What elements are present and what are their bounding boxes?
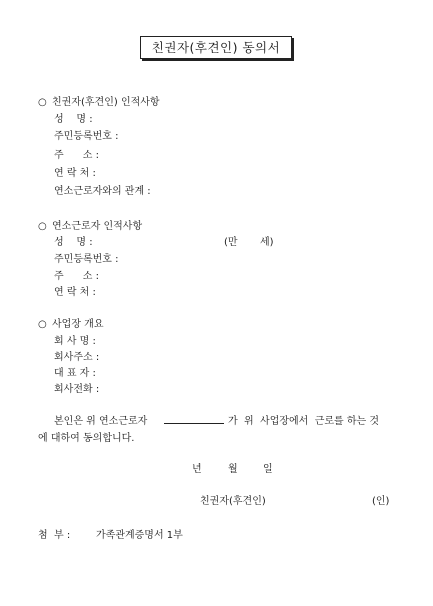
section-minor-heading: 연소근로자 인적사항 (52, 221, 143, 232)
section-minor-info (38, 221, 142, 233)
minor-contact-field: 연 락 처 : (54, 287, 96, 298)
company-address-field: 회사주소 : (54, 352, 100, 363)
guardian-name-field: 성 명 : (54, 114, 93, 125)
minor-age-open: (만 (224, 237, 238, 248)
date-day: 일 (263, 464, 273, 475)
guardian-contact-field: 연 락 처 : (54, 168, 96, 179)
document-title: 친권자(후견인) 동의서 (140, 36, 292, 59)
guardian-address-field: 주 소 : (54, 150, 99, 161)
section-guardian-heading: 친권자(후견인) 인적사항 (52, 97, 160, 108)
guardian-rrn-field: 주민등록번호 : (54, 131, 119, 142)
minor-name-field: 성 명 : (54, 237, 93, 248)
minor-address-field: 주 소 : (54, 271, 99, 282)
circle-bullet-icon: ○ (38, 97, 47, 108)
attachment-label: 첨 부 : (38, 530, 71, 541)
company-ceo-field: 대 표 자 : (54, 368, 96, 379)
section-workplace-info (38, 319, 103, 331)
company-phone-field: 회사전화 : (54, 384, 100, 395)
guardian-relation-field: 연소근로자와의 관계 : (54, 186, 151, 197)
company-name-field: 회 사 명 : (54, 336, 96, 347)
consent-text-part3: 에 대하여 동의합니다. (38, 433, 135, 444)
circle-bullet-icon: ○ (38, 319, 47, 330)
section-workplace-heading: 사업장 개요 (52, 319, 104, 330)
section-guardian-info (38, 97, 160, 109)
date-month: 월 (228, 464, 238, 475)
signature-label: 친권자(후견인) (200, 496, 266, 507)
seal-mark: (인) (372, 496, 390, 507)
minor-age-close: 세) (260, 237, 274, 248)
minor-name-underline (164, 423, 224, 424)
consent-text-part1: 본인은 위 연소근로자 (54, 416, 148, 427)
circle-bullet-icon: ○ (38, 221, 47, 232)
date-year: 년 (192, 464, 202, 475)
consent-text-part2: 가 위 사업장에서 근로를 하는 것 (228, 416, 380, 427)
minor-rrn-field: 주민등록번호 : (54, 254, 119, 265)
attachment-value: 가족관계증명서 1부 (96, 530, 183, 541)
